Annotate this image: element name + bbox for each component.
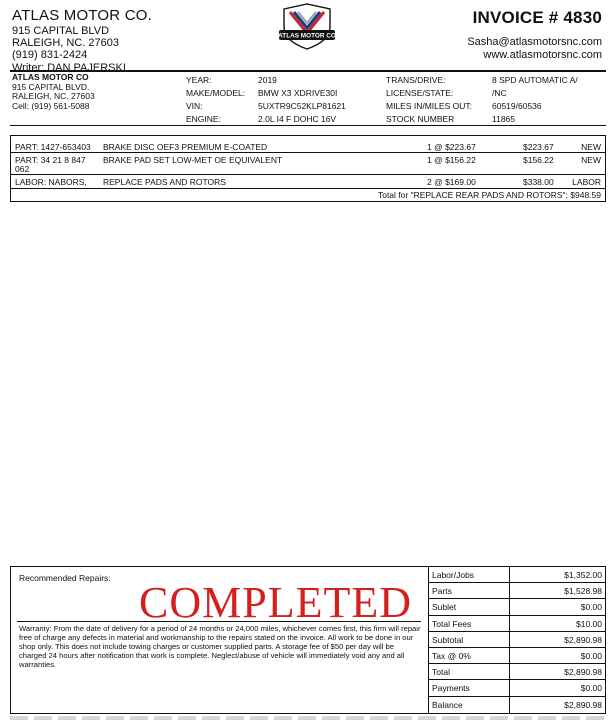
- job-total: Total for "REPLACE REAR PADS AND ROTORS": $948.59: [377, 190, 601, 200]
- vehicle-row: [10, 114, 606, 125]
- totals-label: Sublet: [432, 602, 457, 613]
- totals-label: Tax @ 0%: [432, 651, 471, 661]
- vehicle-value: 5UXTR9C52KLP81621: [258, 101, 346, 111]
- invoice-number: INVOICE # 4830: [472, 8, 602, 27]
- line-quantity: 2 @ $169.00: [427, 177, 476, 187]
- line-part: PART: 1427-653403: [15, 142, 91, 152]
- line-description: BRAKE DISC OEF3 PREMIUM E-COATED: [103, 142, 268, 152]
- line-description: BRAKE PAD SET LOW-MET OE EQUIVALENT: [103, 155, 283, 165]
- vehicle-value: 2019: [258, 75, 277, 85]
- vehicle-label: LICENSE/STATE:: [386, 88, 454, 98]
- line-items-section: [10, 135, 606, 202]
- vehicle-label: STOCK NUMBER: [386, 114, 455, 124]
- totals-value: $2,890.98: [564, 699, 602, 710]
- logo-text: ATLAS MOTOR CO: [278, 32, 336, 40]
- totals-value: $0.00: [580, 602, 602, 613]
- vehicle-info-section: [10, 70, 606, 126]
- vehicle-value: 11865: [492, 114, 516, 124]
- vehicle-label: YEAR:: [186, 75, 212, 85]
- totals-row: [429, 567, 606, 583]
- totals-value: $1,528.98: [564, 586, 602, 597]
- company-logo: [276, 3, 338, 51]
- warranty-divider: [17, 621, 421, 622]
- line-quantity: 1 @ $156.22: [427, 155, 476, 165]
- shop-address-2: RALEIGH, NC. 27603: [12, 91, 95, 102]
- company-name: ATLAS MOTOR CO.: [12, 7, 152, 24]
- totals-value: $2,890.98: [564, 634, 602, 645]
- vehicle-value: /NC: [492, 88, 507, 98]
- line-part-continued: 062: [15, 164, 30, 174]
- totals-table: [428, 567, 606, 713]
- line-divider: [11, 174, 605, 175]
- shop-cell: Cell: (919) 561-5088: [12, 100, 90, 111]
- vehicle-row: [10, 101, 606, 112]
- contact-website[interactable]: www.atlasmotorsnc.com: [483, 48, 602, 61]
- line-part: LABOR: NABORS,: [15, 177, 87, 187]
- totals-label: Parts: [432, 586, 452, 597]
- line-amount: $338.00: [523, 177, 554, 187]
- totals-value: $1,352.00: [564, 570, 602, 580]
- totals-value: $2,890.98: [564, 667, 602, 678]
- vehicle-label: TRANS/DRIVE:: [386, 75, 446, 85]
- totals-label: Payments: [432, 683, 470, 694]
- vehicle-label: ENGINE:: [186, 114, 221, 124]
- line-part: PART: 34 21 8 847: [15, 155, 86, 165]
- line-quantity: 1 @ $223.67: [427, 142, 476, 152]
- shop-name: ATLAS MOTOR CO: [12, 72, 89, 82]
- vehicle-row: [10, 72, 606, 86]
- totals-row: [429, 697, 606, 713]
- totals-label: Total Fees: [432, 618, 472, 629]
- recommended-repairs-label: Recommended Repairs:: [19, 573, 111, 583]
- vehicle-label: VIN:: [186, 101, 203, 111]
- contact-block: [467, 36, 602, 61]
- totals-row: [429, 599, 606, 615]
- totals-row: [429, 616, 606, 632]
- line-amount: $156.22: [523, 155, 554, 165]
- totals-label: Total: [432, 667, 450, 678]
- service-writer: Writer: DAN PAJERSKI: [12, 61, 126, 74]
- vehicle-value: 8 SPD AUTOMATIC A/: [492, 75, 578, 85]
- totals-label: Subtotal: [432, 634, 464, 645]
- warranty-text: Warranty: From the date of delivery for a period of 24 months or 24,000 miles, whichever comes first, this firm will repair free of charge any defects in material and workmanship to the repairs stated on the invoice. All work to be done in our shop only. This does not include towing charges or customer supplied parts. A storage fee of $50 per day will be charged 24 hours after notification that work is complete. Neglect/abuse of vehicle will immediately void any and all warranties.: [19, 624, 421, 669]
- totals-label: Balance: [432, 699, 463, 710]
- bottom-summary-section: [10, 566, 606, 714]
- vehicle-value: 2.0L I4 F DOHC 16V: [258, 114, 337, 124]
- line-description: REPLACE PADS AND ROTORS: [103, 177, 226, 187]
- line-divider: [11, 152, 605, 153]
- totals-row: [429, 680, 606, 696]
- line-type: LABOR: [572, 177, 601, 187]
- contact-email[interactable]: Sasha@atlasmotorsnc.com: [467, 36, 602, 48]
- vehicle-row: [10, 88, 606, 99]
- line-type: NEW: [581, 142, 601, 152]
- line-type: NEW: [581, 155, 601, 165]
- totals-row: [429, 632, 606, 648]
- cut-off-footer-text: [10, 716, 606, 720]
- company-address-2: RALEIGH, NC. 27603: [12, 37, 119, 50]
- totals-value: $0.00: [580, 651, 602, 661]
- vehicle-value: BMW X3 XDRIVE30I: [258, 88, 338, 98]
- totals-value: $10.00: [576, 618, 602, 629]
- company-phone: (919) 831-2424: [12, 49, 88, 62]
- line-amount: $223.67: [523, 142, 554, 152]
- line-divider: [11, 188, 605, 189]
- company-block: [12, 8, 152, 74]
- company-address-1: 915 CAPITAL BLVD: [12, 24, 110, 37]
- logo-emblem-icon: [276, 3, 338, 51]
- vehicle-value: 60519/60536: [492, 101, 542, 111]
- vehicle-label: MAKE/MODEL:: [186, 88, 246, 98]
- totals-row: [429, 648, 606, 664]
- totals-value: $0.00: [580, 683, 602, 694]
- vehicle-label: MILES IN/MILES OUT:: [386, 101, 472, 111]
- totals-row: [429, 583, 606, 599]
- totals-label: Labor/Jobs: [432, 570, 475, 580]
- totals-row: [429, 664, 606, 680]
- shop-address-1: 915 CAPITAL BLVD.: [12, 81, 90, 92]
- completed-stamp: COMPLETED: [139, 578, 412, 627]
